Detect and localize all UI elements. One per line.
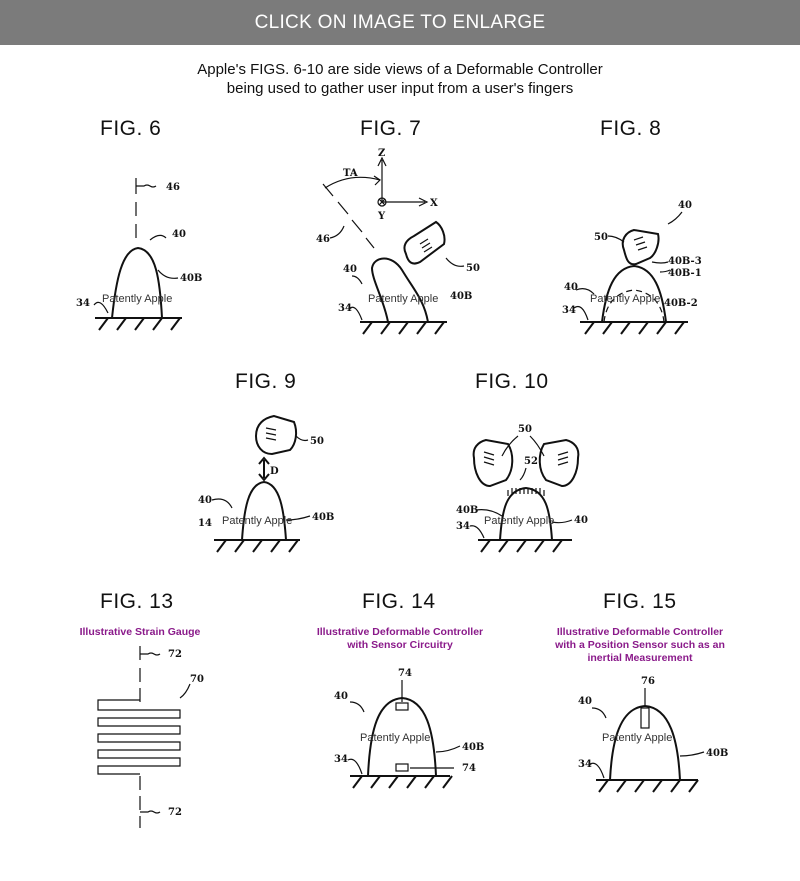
fig15-hatching	[599, 780, 698, 792]
fig10-label-40: 40	[574, 515, 588, 526]
fig9-label-50: 50	[310, 436, 324, 447]
fig14-label-74-bottom: 74	[462, 763, 476, 774]
fig13-subtitle: Illustrative Strain Gauge	[79, 626, 201, 638]
fig14-title: FIG. 14	[362, 590, 436, 613]
fig9-label-40b: 40B	[312, 512, 335, 523]
fig8-label-40: 40	[564, 282, 578, 293]
fig7-label-40b: 40B	[450, 291, 473, 302]
fig6-watermark: Patently Apple	[102, 293, 173, 305]
fig9-label-14: 14	[198, 518, 212, 529]
fig15-position-sensor	[641, 708, 649, 728]
fig10-watermark: Patently Apple	[484, 515, 555, 527]
fig15-label-40: 40	[578, 696, 592, 707]
fig10-title: FIG. 10	[475, 370, 549, 393]
fig10-label-34: 34	[456, 521, 470, 532]
fig8-label-50: 50	[594, 232, 608, 243]
fig14-subtitle-line-1: Illustrative Deformable Controller	[316, 626, 484, 638]
enlarge-banner-text: CLICK ON IMAGE TO ENLARGE	[254, 11, 546, 33]
fig8-label-40-top: 40	[678, 200, 692, 211]
fig13-label-70: 70	[190, 674, 204, 685]
fig8-label-40b3: 40B-3	[668, 256, 702, 267]
fig6-label-34: 34	[76, 298, 90, 309]
fig9-title: FIG. 9	[235, 370, 297, 393]
fig14-label-74-top: 74	[398, 668, 412, 679]
caption-line-1: Apple's FIGS. 6-10 are side views of a Deformable Controller	[197, 61, 603, 78]
fig8-label-34: 34	[562, 305, 576, 316]
fig15-subtitle-line-3: inertial Measurement	[587, 652, 693, 664]
fig7-label-y: Y	[378, 211, 386, 222]
fig7-watermark: Patently Apple	[368, 293, 439, 305]
fig15-watermark: Patently Apple	[602, 732, 673, 744]
fig15-subtitle-line-2: with a Position Sensor such as an	[555, 639, 725, 651]
fig7-label-34: 34	[338, 303, 352, 314]
fig7-label-ta: TA	[343, 168, 358, 179]
fig9-label-40: 40	[198, 495, 212, 506]
fig9-label-d: D	[270, 466, 279, 477]
fig10-label-40b: 40B	[456, 505, 479, 516]
fig7-label-46: 46	[316, 234, 330, 245]
fig15-title: FIG. 15	[603, 590, 677, 613]
fig9-watermark: Patently Apple	[222, 515, 293, 527]
fig13-label-72-bottom: 72	[168, 807, 182, 818]
fig14-label-40b: 40B	[462, 742, 485, 753]
fig8-label-40b2: 40B-2	[664, 298, 698, 309]
fig7-label-50: 50	[466, 263, 480, 274]
fig8-label-40b1: 40B-1	[668, 268, 702, 279]
fig15-label-40b: 40B	[706, 748, 729, 759]
fig10-label-50: 50	[518, 424, 532, 435]
fig15-label-76: 76	[641, 676, 655, 687]
fig7-title: FIG. 7	[360, 117, 422, 140]
fig14-label-34: 34	[334, 754, 348, 765]
fig14-subtitle-line-2: with Sensor Circuitry	[347, 639, 453, 651]
fig8-title: FIG. 8	[600, 117, 662, 140]
fig10-label-52: 52	[524, 456, 538, 467]
fig6-title: FIG. 6	[100, 117, 162, 140]
fig6-label-46: 46	[166, 182, 180, 193]
fig15-label-34: 34	[578, 759, 592, 770]
fig13-title: FIG. 13	[100, 590, 174, 613]
fig7-label-z: Z	[378, 148, 386, 159]
fig8-watermark: Patently Apple	[590, 293, 661, 305]
fig13-label-72-top: 72	[168, 649, 182, 660]
fig14-label-40: 40	[334, 691, 348, 702]
fig7-label-40: 40	[343, 264, 357, 275]
fig7-label-x: X	[430, 198, 438, 209]
fig6-label-40b: 40B	[180, 273, 203, 284]
fig6-label-40: 40	[172, 229, 186, 240]
fig14-watermark: Patently Apple	[360, 732, 431, 744]
fig15-subtitle-line-1: Illustrative Deformable Controller	[556, 626, 724, 638]
caption-line-2: being used to gather user input from a user's fingers	[226, 80, 574, 97]
